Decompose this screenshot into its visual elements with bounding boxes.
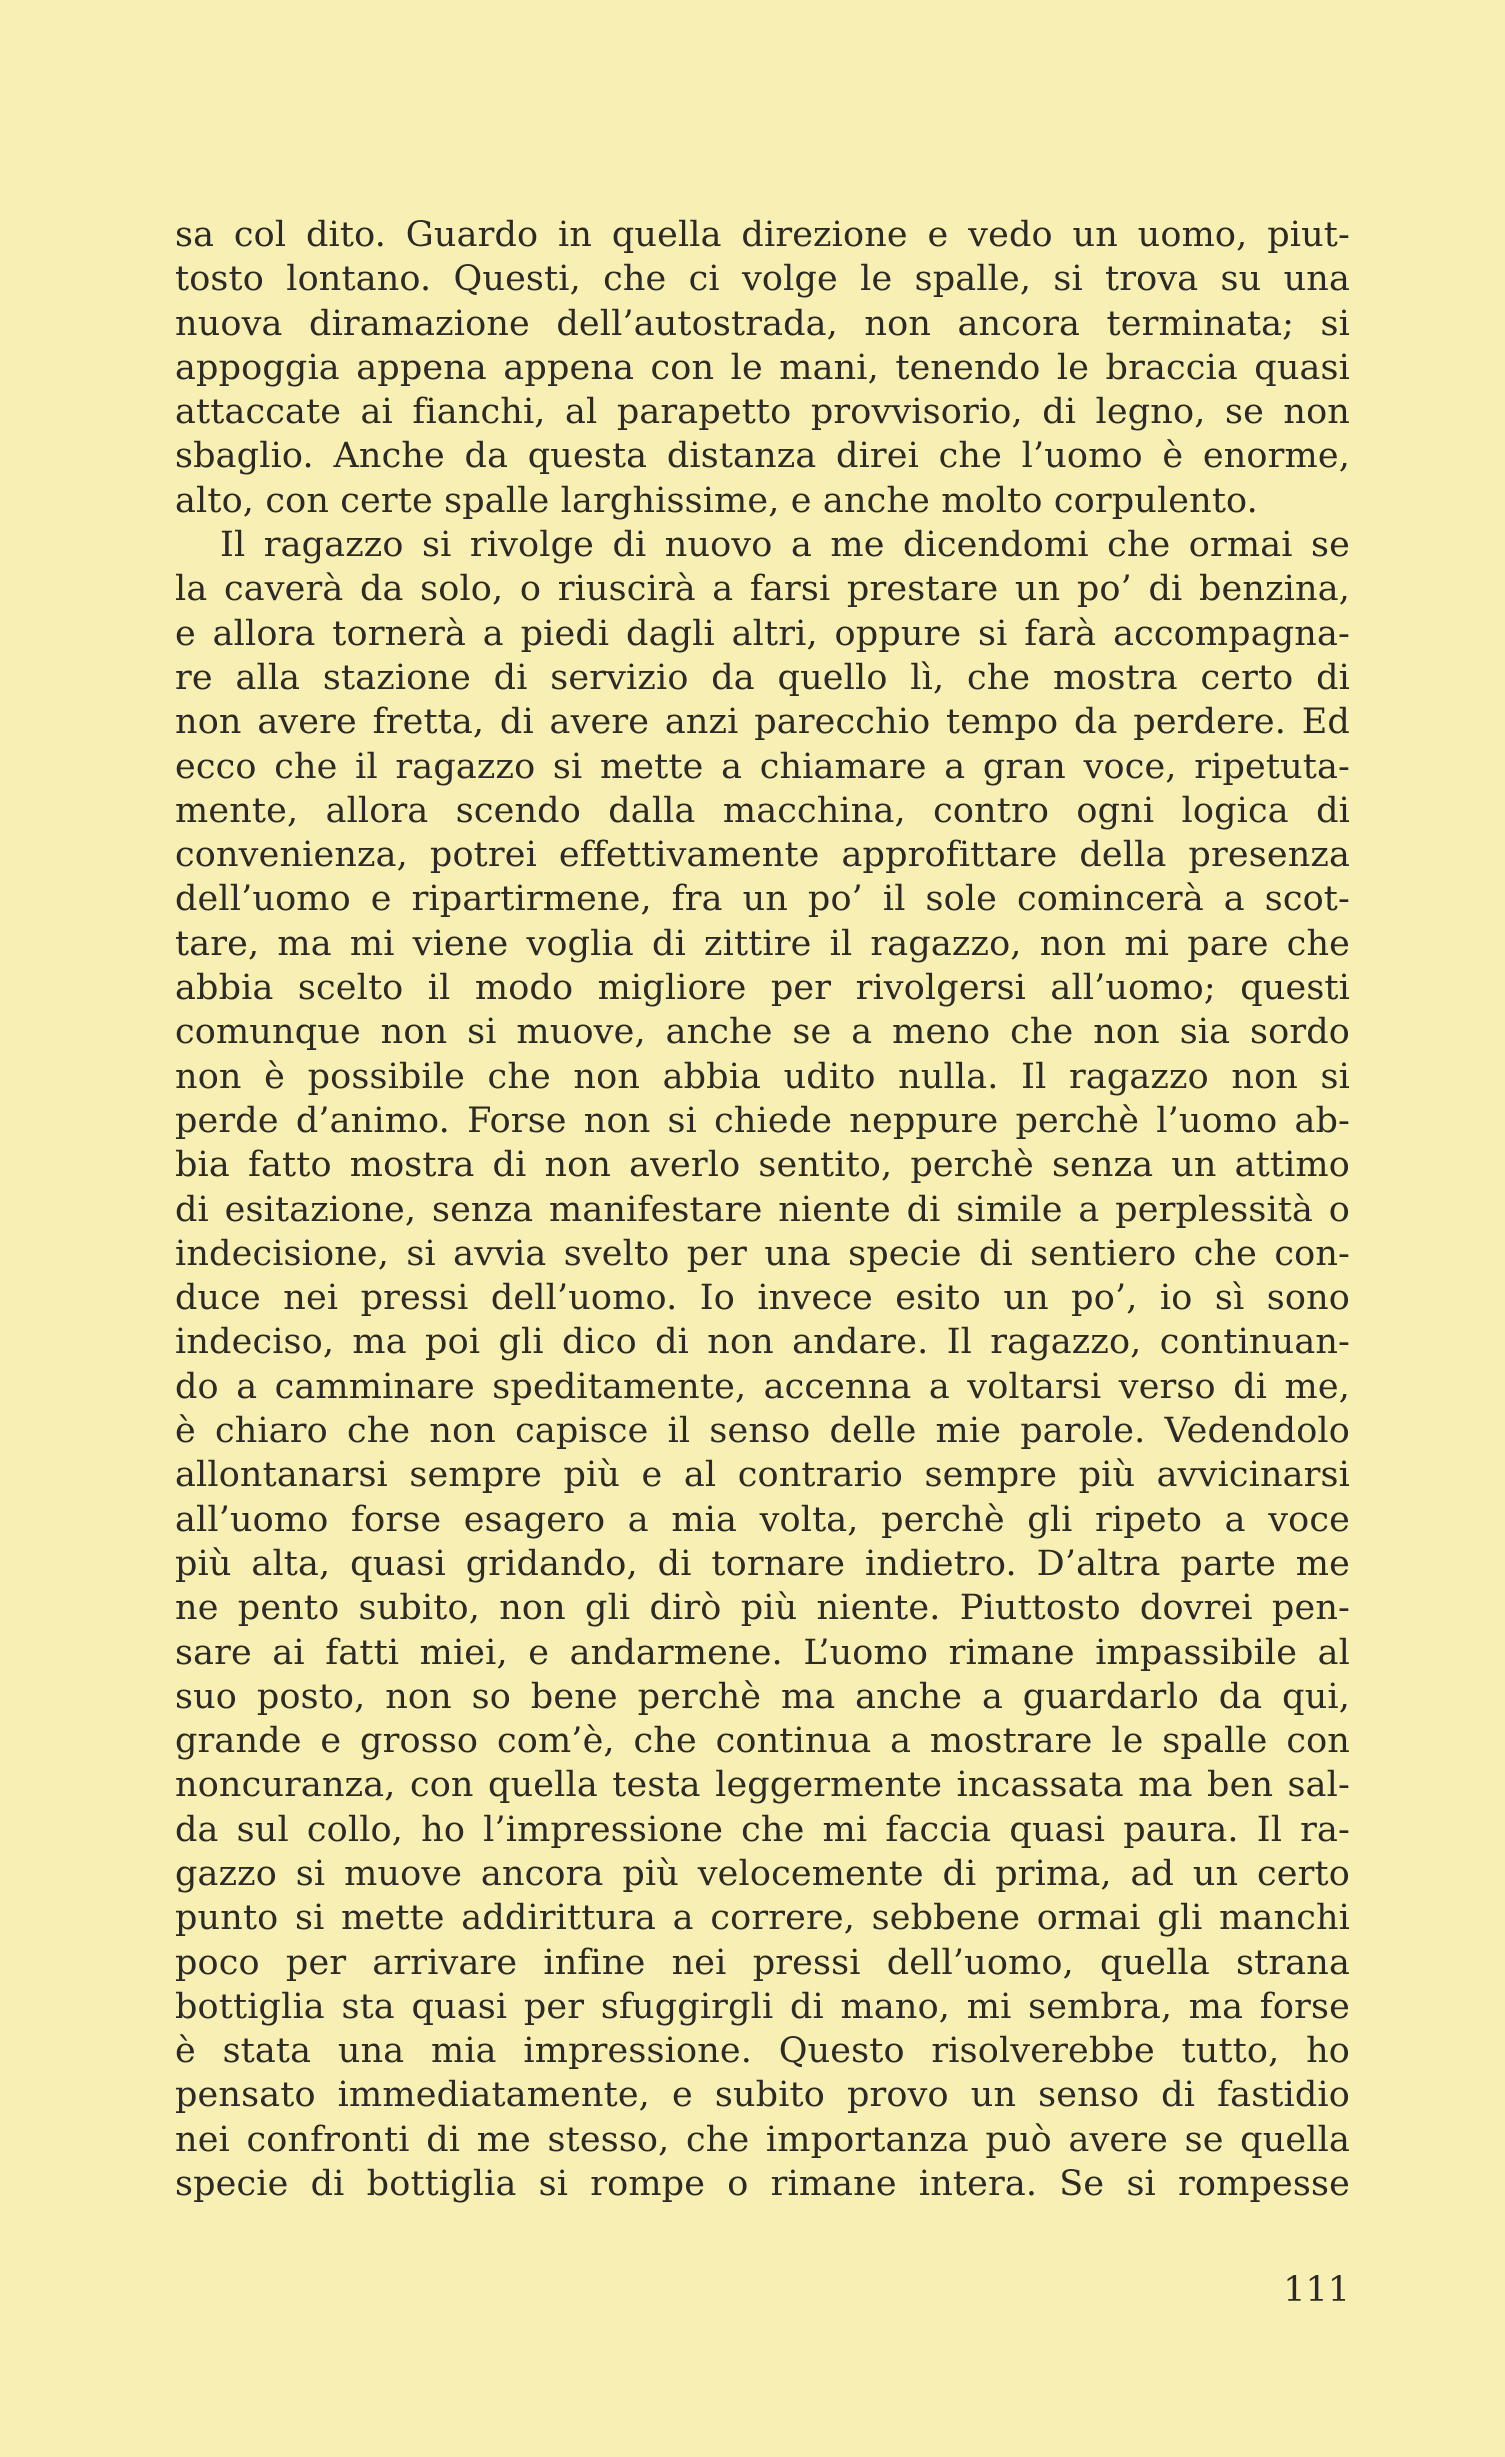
text-line: di esitazione, senza manifestare niente di simile a perplessità o	[175, 1189, 1350, 1230]
text-line: indeciso, ma poi gli dico di non andare. Il ragazzo, continuan-	[175, 1322, 1350, 1363]
text-line: bottiglia sta quasi per sfuggirgli di mano, mi sembra, ma forse	[175, 1986, 1350, 2027]
paragraph	[175, 213, 1350, 523]
text-line: convenienza, potrei effettivamente approfittare della presenza	[175, 835, 1350, 876]
text-line: re alla stazione di servizio da quello lì, che mostra certo di	[175, 657, 1350, 698]
text-line: suo posto, non so bene perchè ma anche a guardarlo da qui,	[175, 1676, 1350, 1717]
text-line: ne pento subito, non gli dirò più niente. Piuttosto dovrei pen-	[175, 1588, 1350, 1629]
paragraph	[175, 523, 1350, 2206]
text-line: comunque non si muove, anche se a meno che non sia sordo	[175, 1012, 1350, 1053]
text-line: è stata una mia impressione. Questo risolverebbe tutto, ho	[175, 2031, 1350, 2072]
text-line: sare ai fatti miei, e andarmene. L’uomo rimane impassibile al	[175, 1632, 1350, 1673]
text-line: pensato immediatamente, e subito provo un senso di fastidio	[175, 2075, 1350, 2116]
text-line: gazzo si muove ancora più velocemente di prima, ad un certo	[175, 1853, 1350, 1894]
text-line: do a camminare speditamente, accenna a voltarsi verso di me,	[175, 1366, 1350, 1407]
text-line: nuova diramazione dell’autostrada, non ancora terminata; si	[175, 303, 1350, 344]
text-line: più alta, quasi gridando, di tornare indietro. D’altra parte me	[175, 1543, 1350, 1584]
text-line: perde d’animo. Forse non si chiede neppure perchè l’uomo ab-	[175, 1100, 1350, 1141]
text-line: mente, allora scendo dalla macchina, contro ogni logica di	[175, 790, 1350, 831]
text-line: tare, ma mi viene voglia di zittire il ragazzo, non mi pare che	[175, 923, 1350, 964]
text-line: abbia scelto il modo migliore per rivolgersi all’uomo; questi	[175, 968, 1350, 1009]
text-line: da sul collo, ho l’impressione che mi faccia quasi paura. Il ra-	[175, 1809, 1350, 1850]
body-text	[175, 213, 1350, 2206]
text-line: la caverà da solo, o riuscirà a farsi prestare un po’ di benzina,	[175, 569, 1350, 610]
text-line: è chiaro che non capisce il senso delle mie parole. Vedendolo	[175, 1411, 1350, 1452]
text-line: sa col dito. Guardo in quella direzione e vedo un uomo, piut-	[175, 215, 1350, 255]
text-line: bia fatto mostra di non averlo sentito, perchè senza un attimo	[175, 1145, 1350, 1186]
page-number: 111	[1283, 2270, 1350, 2310]
text-line: ecco che il ragazzo si mette a chiamare a gran voce, ripetuta-	[175, 746, 1350, 787]
text-line: specie di bottiglia si rompe o rimane intera. Se si rompesse	[175, 2164, 1350, 2205]
text-line: allontanarsi sempre più e al contrario sempre più avvicinarsi	[175, 1455, 1350, 1496]
text-line: Il ragazzo si rivolge di nuovo a me dicendomi che ormai se	[220, 525, 1350, 566]
text-line: punto si mette addirittura a correre, sebbene ormai gli manchi	[175, 1898, 1350, 1939]
text-line: noncuranza, con quella testa leggermente incassata ma ben sal-	[175, 1765, 1350, 1806]
text-line: e allora tornerà a piedi dagli altri, oppure si farà accompagna-	[175, 613, 1350, 654]
text-line: tosto lontano. Questi, che ci volge le spalle, si trova su una	[175, 259, 1350, 300]
text-line: attaccate ai fianchi, al parapetto provvisorio, di legno, se non	[175, 392, 1350, 433]
text-line: appoggia appena appena con le mani, tenendo le braccia quasi	[175, 347, 1350, 388]
text-line: all’uomo forse esagero a mia volta, perchè gli ripeto a voce	[175, 1499, 1350, 1540]
text-line: indecisione, si avvia svelto per una specie di sentiero che con-	[175, 1233, 1350, 1274]
text-line: nei confronti di me stesso, che importanza può avere se quella	[175, 2119, 1350, 2160]
text-line: non avere fretta, di avere anzi parecchio tempo da perdere. Ed	[175, 702, 1350, 743]
text-line: sbaglio. Anche da questa distanza direi che l’uomo è enorme,	[175, 436, 1350, 477]
text-line: grande e grosso com’è, che continua a mostrare le spalle con	[175, 1721, 1350, 1762]
text-line: dell’uomo e ripartirmene, fra un po’ il sole comincerà a scot-	[175, 879, 1350, 920]
text-line: alto, con certe spalle larghissime, e anche molto corpulento.	[175, 480, 1258, 521]
text-line: non è possibile che non abbia udito nulla. Il ragazzo non si	[175, 1056, 1350, 1097]
text-line: poco per arrivare infine nei pressi dell’uomo, quella strana	[175, 1942, 1350, 1983]
text-line: duce nei pressi dell’uomo. Io invece esito un po’, io sì sono	[175, 1278, 1350, 1319]
